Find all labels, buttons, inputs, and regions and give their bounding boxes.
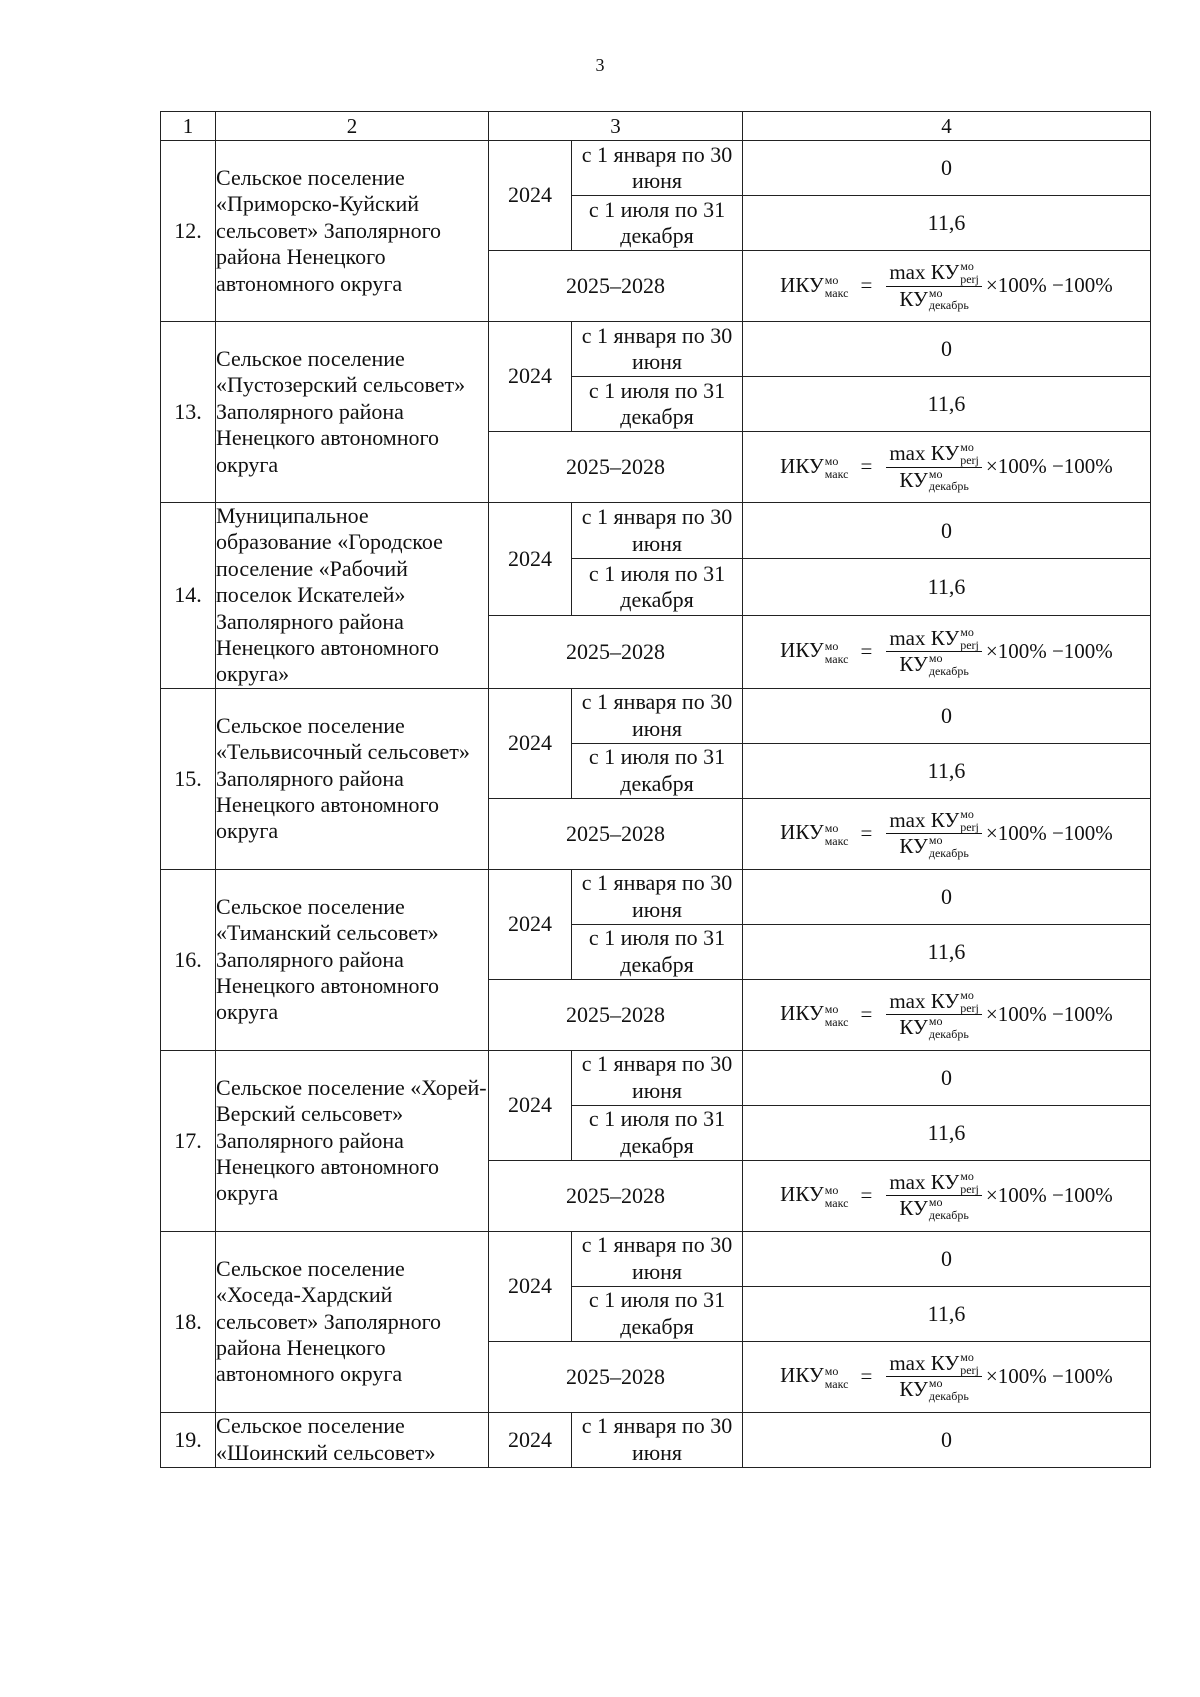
formula-cell xyxy=(743,615,1151,688)
formula-denominator xyxy=(896,1377,971,1402)
formula xyxy=(780,808,1113,859)
formula-lhs-base: ИКУ xyxy=(780,272,824,297)
formula-denominator xyxy=(896,1015,971,1040)
formula-den-sub: декабрь xyxy=(928,1207,969,1222)
formula-lhs-base: ИКУ xyxy=(780,638,824,663)
years-range-cell: 2025–2028 xyxy=(489,1341,743,1412)
formula-lhs-sup: мо xyxy=(824,1363,839,1378)
formula-den-sup: мо xyxy=(928,1376,943,1391)
formula-den-base: КУ xyxy=(899,1015,928,1040)
period-cell: с 1 января по 30 июня xyxy=(572,688,743,743)
formula-equals: = xyxy=(860,639,873,664)
formula-den-index xyxy=(929,1015,969,1040)
formula-den-base: КУ xyxy=(899,1196,928,1221)
value-cell: 11,6 xyxy=(743,1105,1151,1160)
formula-numerator xyxy=(886,441,982,467)
formula-num-base: max КУ xyxy=(889,989,960,1014)
formula-num-sub: perj xyxy=(960,1000,979,1015)
municipality-name: Муниципальное образование «Городское поселение «Рабочий поселок Искателей» Заполярного района Ненецкого автономного округа» xyxy=(216,503,489,689)
row-number: 15. xyxy=(161,688,216,869)
period-cell: с 1 января по 30 июня xyxy=(572,322,743,377)
formula-lhs-sub: макс xyxy=(824,833,849,848)
formula-lhs-sub: макс xyxy=(824,1195,849,1210)
formula-den-index xyxy=(929,1196,969,1221)
period-cell: с 1 июля по 31 декабря xyxy=(572,1105,743,1160)
formula-fraction xyxy=(886,441,982,492)
year-cell: 2024 xyxy=(489,1412,572,1467)
period-cell: с 1 января по 30 июня xyxy=(572,1231,743,1286)
municipality-name: Сельское поселение «Приморско-Куйский сельсовет» Заполярного района Ненецкого автономного округа xyxy=(216,141,489,322)
value-cell: 11,6 xyxy=(743,924,1151,979)
formula-lhs-sup: мо xyxy=(824,454,839,469)
row-number: 12. xyxy=(161,141,216,322)
row-number: 14. xyxy=(161,503,216,689)
period-cell: с 1 июля по 31 декабря xyxy=(572,196,743,251)
formula-lhs-base: ИКУ xyxy=(780,820,824,845)
year-cell: 2024 xyxy=(489,1050,572,1160)
formula-denominator xyxy=(896,652,971,677)
formula-lhs-base: ИКУ xyxy=(780,1363,824,1388)
formula-fraction xyxy=(886,808,982,859)
formula xyxy=(780,441,1113,492)
header-cell: 1 xyxy=(161,112,216,141)
formula-den-sup: мо xyxy=(928,285,943,300)
formula-lhs-index xyxy=(825,640,849,665)
formula-lhs xyxy=(780,273,848,300)
formula-num-sup: мо xyxy=(960,1169,974,1184)
years-range-cell: 2025–2028 xyxy=(489,979,743,1050)
municipality-name: Сельское поселение «Тельвисочный сельсовет» Заполярного района Ненецкого автономного округа xyxy=(216,688,489,869)
formula-equals: = xyxy=(860,1364,873,1389)
formula-den-sub: декабрь xyxy=(928,298,969,313)
formula-lhs-base: ИКУ xyxy=(780,1182,824,1207)
formula-fraction xyxy=(886,260,982,311)
formula-den-index xyxy=(929,468,969,493)
period-cell: с 1 января по 30 июня xyxy=(572,141,743,196)
value-cell: 0 xyxy=(743,688,1151,743)
formula-lhs-sup: мо xyxy=(824,1182,839,1197)
years-range-cell: 2025–2028 xyxy=(489,432,743,503)
year-cell: 2024 xyxy=(489,322,572,432)
period-cell: с 1 июля по 31 декабря xyxy=(572,743,743,798)
header-cell: 3 xyxy=(489,112,743,141)
formula-den-base: КУ xyxy=(899,1377,928,1402)
table-row xyxy=(161,503,1151,559)
formula-lhs-base: ИКУ xyxy=(780,1001,824,1026)
formula xyxy=(780,626,1113,677)
formula xyxy=(780,1351,1113,1402)
formula-num-index xyxy=(960,808,979,833)
year-cell: 2024 xyxy=(489,503,572,616)
header-row xyxy=(161,112,1151,141)
formula-num-sub: perj xyxy=(960,271,979,286)
formula-num-index xyxy=(960,441,979,466)
value-cell: 11,6 xyxy=(743,559,1151,615)
municipality-name: Сельское поселение «Хорей-Верский сельсовет» Заполярного района Ненецкого автономного округа xyxy=(216,1050,489,1231)
period-cell: с 1 января по 30 июня xyxy=(572,1412,743,1467)
formula-lhs-sub: макс xyxy=(824,1014,849,1029)
formula-lhs-sup: мо xyxy=(824,820,839,835)
formula-cell xyxy=(743,251,1151,322)
formula xyxy=(780,260,1113,311)
years-range-cell: 2025–2028 xyxy=(489,1160,743,1231)
formula-den-sub: декабрь xyxy=(928,479,969,494)
formula-lhs xyxy=(780,638,848,665)
formula-lhs-index xyxy=(825,1365,849,1390)
value-cell: 0 xyxy=(743,1050,1151,1105)
years-range-cell: 2025–2028 xyxy=(489,798,743,869)
formula-denominator xyxy=(896,1196,971,1221)
formula-den-sup: мо xyxy=(928,651,943,666)
formula-den-sub: декабрь xyxy=(928,1388,969,1403)
formula-denominator xyxy=(896,287,971,312)
formula-tail: ×100% −100% xyxy=(985,273,1113,298)
value-cell: 11,6 xyxy=(743,196,1151,251)
formula-denominator xyxy=(896,834,971,859)
period-cell: с 1 июля по 31 декабря xyxy=(572,559,743,615)
formula-num-sup: мо xyxy=(960,988,974,1003)
formula-num-sub: perj xyxy=(960,819,979,834)
row-number: 18. xyxy=(161,1231,216,1412)
formula-lhs-sup: мо xyxy=(824,273,839,288)
formula-numerator xyxy=(886,989,982,1015)
years-range-cell: 2025–2028 xyxy=(489,251,743,322)
formula-lhs xyxy=(780,1001,848,1028)
formula-tail: ×100% −100% xyxy=(985,1002,1113,1027)
formula-denominator xyxy=(896,468,971,493)
period-cell: с 1 января по 30 июня xyxy=(572,869,743,924)
table-row xyxy=(161,1050,1151,1105)
table-row xyxy=(161,688,1151,743)
formula-num-index xyxy=(960,260,979,285)
formula-num-sup: мо xyxy=(960,625,974,640)
formula-tail: ×100% −100% xyxy=(985,454,1113,479)
formula-numerator xyxy=(886,626,982,652)
formula-den-index xyxy=(929,652,969,677)
period-cell: с 1 июля по 31 декабря xyxy=(572,924,743,979)
formula-den-base: КУ xyxy=(899,286,928,311)
formula-num-index xyxy=(960,989,979,1014)
formula xyxy=(780,989,1113,1040)
header-cell: 4 xyxy=(743,112,1151,141)
formula-fraction xyxy=(886,626,982,677)
formula-num-sup: мо xyxy=(960,440,974,455)
formula-lhs-index xyxy=(825,1184,849,1209)
formula-den-base: КУ xyxy=(899,467,928,492)
formula-lhs-index xyxy=(825,455,849,480)
year-cell: 2024 xyxy=(489,1231,572,1341)
formula-den-index xyxy=(929,287,969,312)
formula-fraction xyxy=(886,989,982,1040)
municipality-name: Сельское поселение «Пустозерский сельсовет» Заполярного района Ненецкого автономного округа xyxy=(216,322,489,503)
formula-num-base: max КУ xyxy=(889,1351,960,1376)
formula-num-base: max КУ xyxy=(889,808,960,833)
formula-den-sup: мо xyxy=(928,833,943,848)
municipality-name: Сельское поселение «Шоинский сельсовет» xyxy=(216,1412,489,1467)
formula-lhs-sup: мо xyxy=(824,639,839,653)
formula-den-sup: мо xyxy=(928,466,943,481)
formula-numerator xyxy=(886,1170,982,1196)
formula-fraction xyxy=(886,1170,982,1221)
formula-num-index xyxy=(960,1170,979,1195)
year-cell: 2024 xyxy=(489,141,572,251)
formula-lhs xyxy=(780,1182,848,1209)
formula-equals: = xyxy=(860,454,873,479)
formula-num-base: max КУ xyxy=(889,626,960,651)
formula-lhs-sup: мо xyxy=(824,1001,839,1016)
period-cell: с 1 июля по 31 декабря xyxy=(572,377,743,432)
year-cell: 2024 xyxy=(489,869,572,979)
formula-fraction xyxy=(886,1351,982,1402)
formula-den-index xyxy=(929,1377,969,1402)
formula-den-sup: мо xyxy=(928,1195,943,1210)
table-row xyxy=(161,322,1151,377)
formula-numerator xyxy=(886,1351,982,1377)
formula-lhs-base: ИКУ xyxy=(780,453,824,478)
formula-lhs xyxy=(780,454,848,481)
value-cell: 0 xyxy=(743,322,1151,377)
value-cell: 0 xyxy=(743,141,1151,196)
formula-cell xyxy=(743,798,1151,869)
formula-den-sub: декабрь xyxy=(928,845,969,860)
formula-num-sub: perj xyxy=(960,1181,979,1196)
value-cell: 11,6 xyxy=(743,1286,1151,1341)
formula-den-base: КУ xyxy=(899,834,928,859)
formula-lhs-index xyxy=(825,822,849,847)
formula-numerator xyxy=(886,260,982,286)
formula-cell xyxy=(743,1160,1151,1231)
formula-den-sub: декабрь xyxy=(928,1026,969,1041)
table-row xyxy=(161,1412,1151,1467)
formula-equals: = xyxy=(860,1002,873,1027)
years-range-cell: 2025–2028 xyxy=(489,615,743,688)
formula-tail: ×100% −100% xyxy=(985,1183,1113,1208)
formula-equals: = xyxy=(860,821,873,846)
formula-num-sup: мо xyxy=(960,807,974,822)
municipality-name: Сельское поселение «Тиманский сельсовет» Заполярного района Ненецкого автономного округа xyxy=(216,869,489,1050)
table-row xyxy=(161,1231,1151,1286)
formula-num-sub: perj xyxy=(960,1362,979,1377)
formula xyxy=(780,1170,1113,1221)
value-cell: 0 xyxy=(743,1412,1151,1467)
formula-num-index xyxy=(960,1351,979,1376)
header-cell: 2 xyxy=(216,112,489,141)
formula-tail: ×100% −100% xyxy=(985,639,1113,664)
period-cell: с 1 января по 30 июня xyxy=(572,1050,743,1105)
formula-num-sup: мо xyxy=(960,1350,974,1365)
formula-lhs-index xyxy=(825,1003,849,1028)
formula-tail: ×100% −100% xyxy=(985,821,1113,846)
formula-num-index xyxy=(960,626,979,651)
formula-num-sup: мо xyxy=(960,259,974,274)
value-cell: 11,6 xyxy=(743,377,1151,432)
formula-lhs xyxy=(780,820,848,847)
formula-num-base: max КУ xyxy=(889,260,960,285)
formula-num-base: max КУ xyxy=(889,441,960,466)
row-number: 16. xyxy=(161,869,216,1050)
table-row xyxy=(161,869,1151,924)
value-cell: 0 xyxy=(743,869,1151,924)
formula-lhs-sub: макс xyxy=(824,466,849,481)
table-row xyxy=(161,141,1151,196)
formula-den-index xyxy=(929,834,969,859)
formula-lhs-sub: макс xyxy=(824,1376,849,1391)
value-cell: 0 xyxy=(743,503,1151,559)
formula-lhs-sub: макс xyxy=(824,651,849,666)
tariff-table xyxy=(160,111,1151,1468)
year-cell: 2024 xyxy=(489,688,572,798)
formula-equals: = xyxy=(860,1183,873,1208)
formula-cell xyxy=(743,432,1151,503)
formula-den-sub: декабрь xyxy=(928,663,969,678)
page-number: 3 xyxy=(595,55,605,75)
formula-num-sub: perj xyxy=(960,452,979,467)
formula-den-base: КУ xyxy=(899,652,928,677)
formula-lhs-index xyxy=(825,274,849,299)
formula-lhs-sub: макс xyxy=(824,285,849,300)
formula-numerator xyxy=(886,808,982,834)
formula-num-sub: perj xyxy=(960,637,979,652)
formula-lhs xyxy=(780,1363,848,1390)
value-cell: 11,6 xyxy=(743,743,1151,798)
value-cell: 0 xyxy=(743,1231,1151,1286)
formula-cell xyxy=(743,979,1151,1050)
municipality-name: Сельское поселение «Хоседа-Хардский сельсовет» Заполярного района Ненецкого автономного округа xyxy=(216,1231,489,1412)
formula-equals: = xyxy=(860,273,873,298)
row-number: 19. xyxy=(161,1412,216,1467)
formula-den-sup: мо xyxy=(928,1014,943,1029)
period-cell: с 1 января по 30 июня xyxy=(572,503,743,559)
formula-num-base: max КУ xyxy=(889,1170,960,1195)
formula-tail: ×100% −100% xyxy=(985,1364,1113,1389)
row-number: 17. xyxy=(161,1050,216,1231)
row-number: 13. xyxy=(161,322,216,503)
period-cell: с 1 июля по 31 декабря xyxy=(572,1286,743,1341)
formula-cell xyxy=(743,1341,1151,1412)
